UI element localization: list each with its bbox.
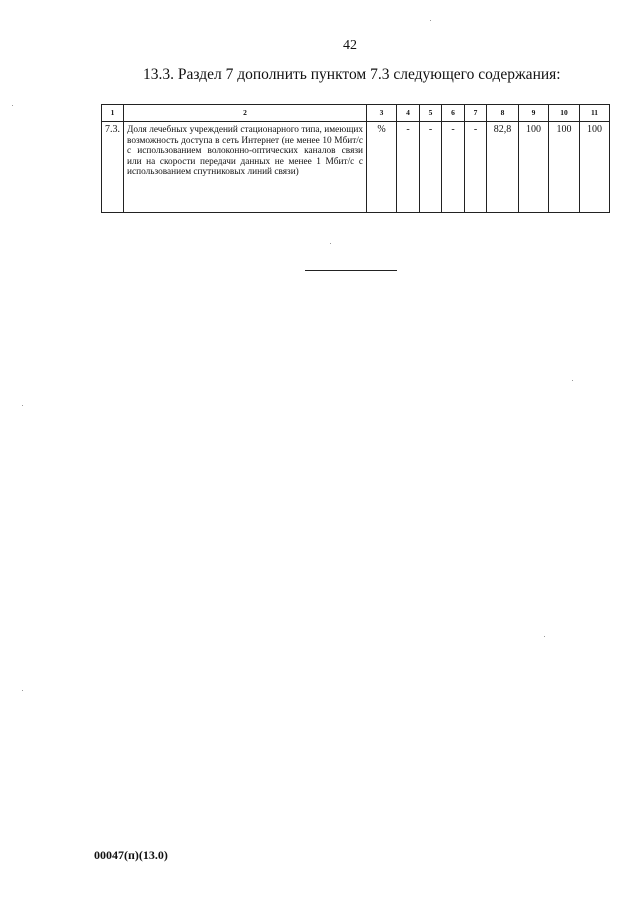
column-header: 10 bbox=[549, 105, 580, 122]
column-header: 4 bbox=[397, 105, 420, 122]
scan-speck bbox=[430, 20, 431, 21]
scan-speck bbox=[22, 405, 23, 406]
end-rule bbox=[305, 270, 397, 271]
table-header-row bbox=[102, 105, 610, 122]
scan-speck bbox=[330, 243, 331, 244]
column-header: 8 bbox=[487, 105, 519, 122]
value-cell-11: 100 bbox=[580, 122, 610, 213]
column-header: 9 bbox=[519, 105, 549, 122]
page-number: 42 bbox=[343, 38, 357, 53]
column-header: 11 bbox=[580, 105, 610, 122]
value-cell-10: 100 bbox=[549, 122, 580, 213]
indicator-table bbox=[101, 104, 610, 213]
column-header: 6 bbox=[442, 105, 465, 122]
column-header: 5 bbox=[420, 105, 442, 122]
column-header: 2 bbox=[124, 105, 367, 122]
document-code: 00047(п)(13.0) bbox=[94, 848, 168, 862]
value-cell-6: - bbox=[442, 122, 465, 213]
value-cell-7: - bbox=[465, 122, 487, 213]
value-cell-4: - bbox=[397, 122, 420, 213]
scan-speck bbox=[544, 636, 545, 637]
scan-speck bbox=[572, 380, 573, 381]
column-header: 3 bbox=[367, 105, 397, 122]
row-number: 7.3. bbox=[102, 122, 124, 213]
indicator-description: Доля лечебных учреждений стационарного типа, имеющих возможность доступа в сеть Интернет (не менее 10 Мбит/с с использованием волоконно-оптических каналов связи или на скорости передачи данных не менее 1 Мбит/с с использованием спутниковых линий связи) bbox=[124, 122, 367, 213]
amendment-heading: 13.3. Раздел 7 дополнить пунктом 7.3 следующего содержания: bbox=[143, 66, 561, 83]
scan-speck bbox=[22, 690, 23, 691]
table-row bbox=[102, 122, 610, 213]
value-cell-8: 82,8 bbox=[487, 122, 519, 213]
value-cell-9: 100 bbox=[519, 122, 549, 213]
value-cell-5: - bbox=[420, 122, 442, 213]
scan-speck bbox=[12, 105, 13, 106]
unit-cell: % bbox=[367, 122, 397, 213]
column-header: 7 bbox=[465, 105, 487, 122]
column-header: 1 bbox=[102, 105, 124, 122]
